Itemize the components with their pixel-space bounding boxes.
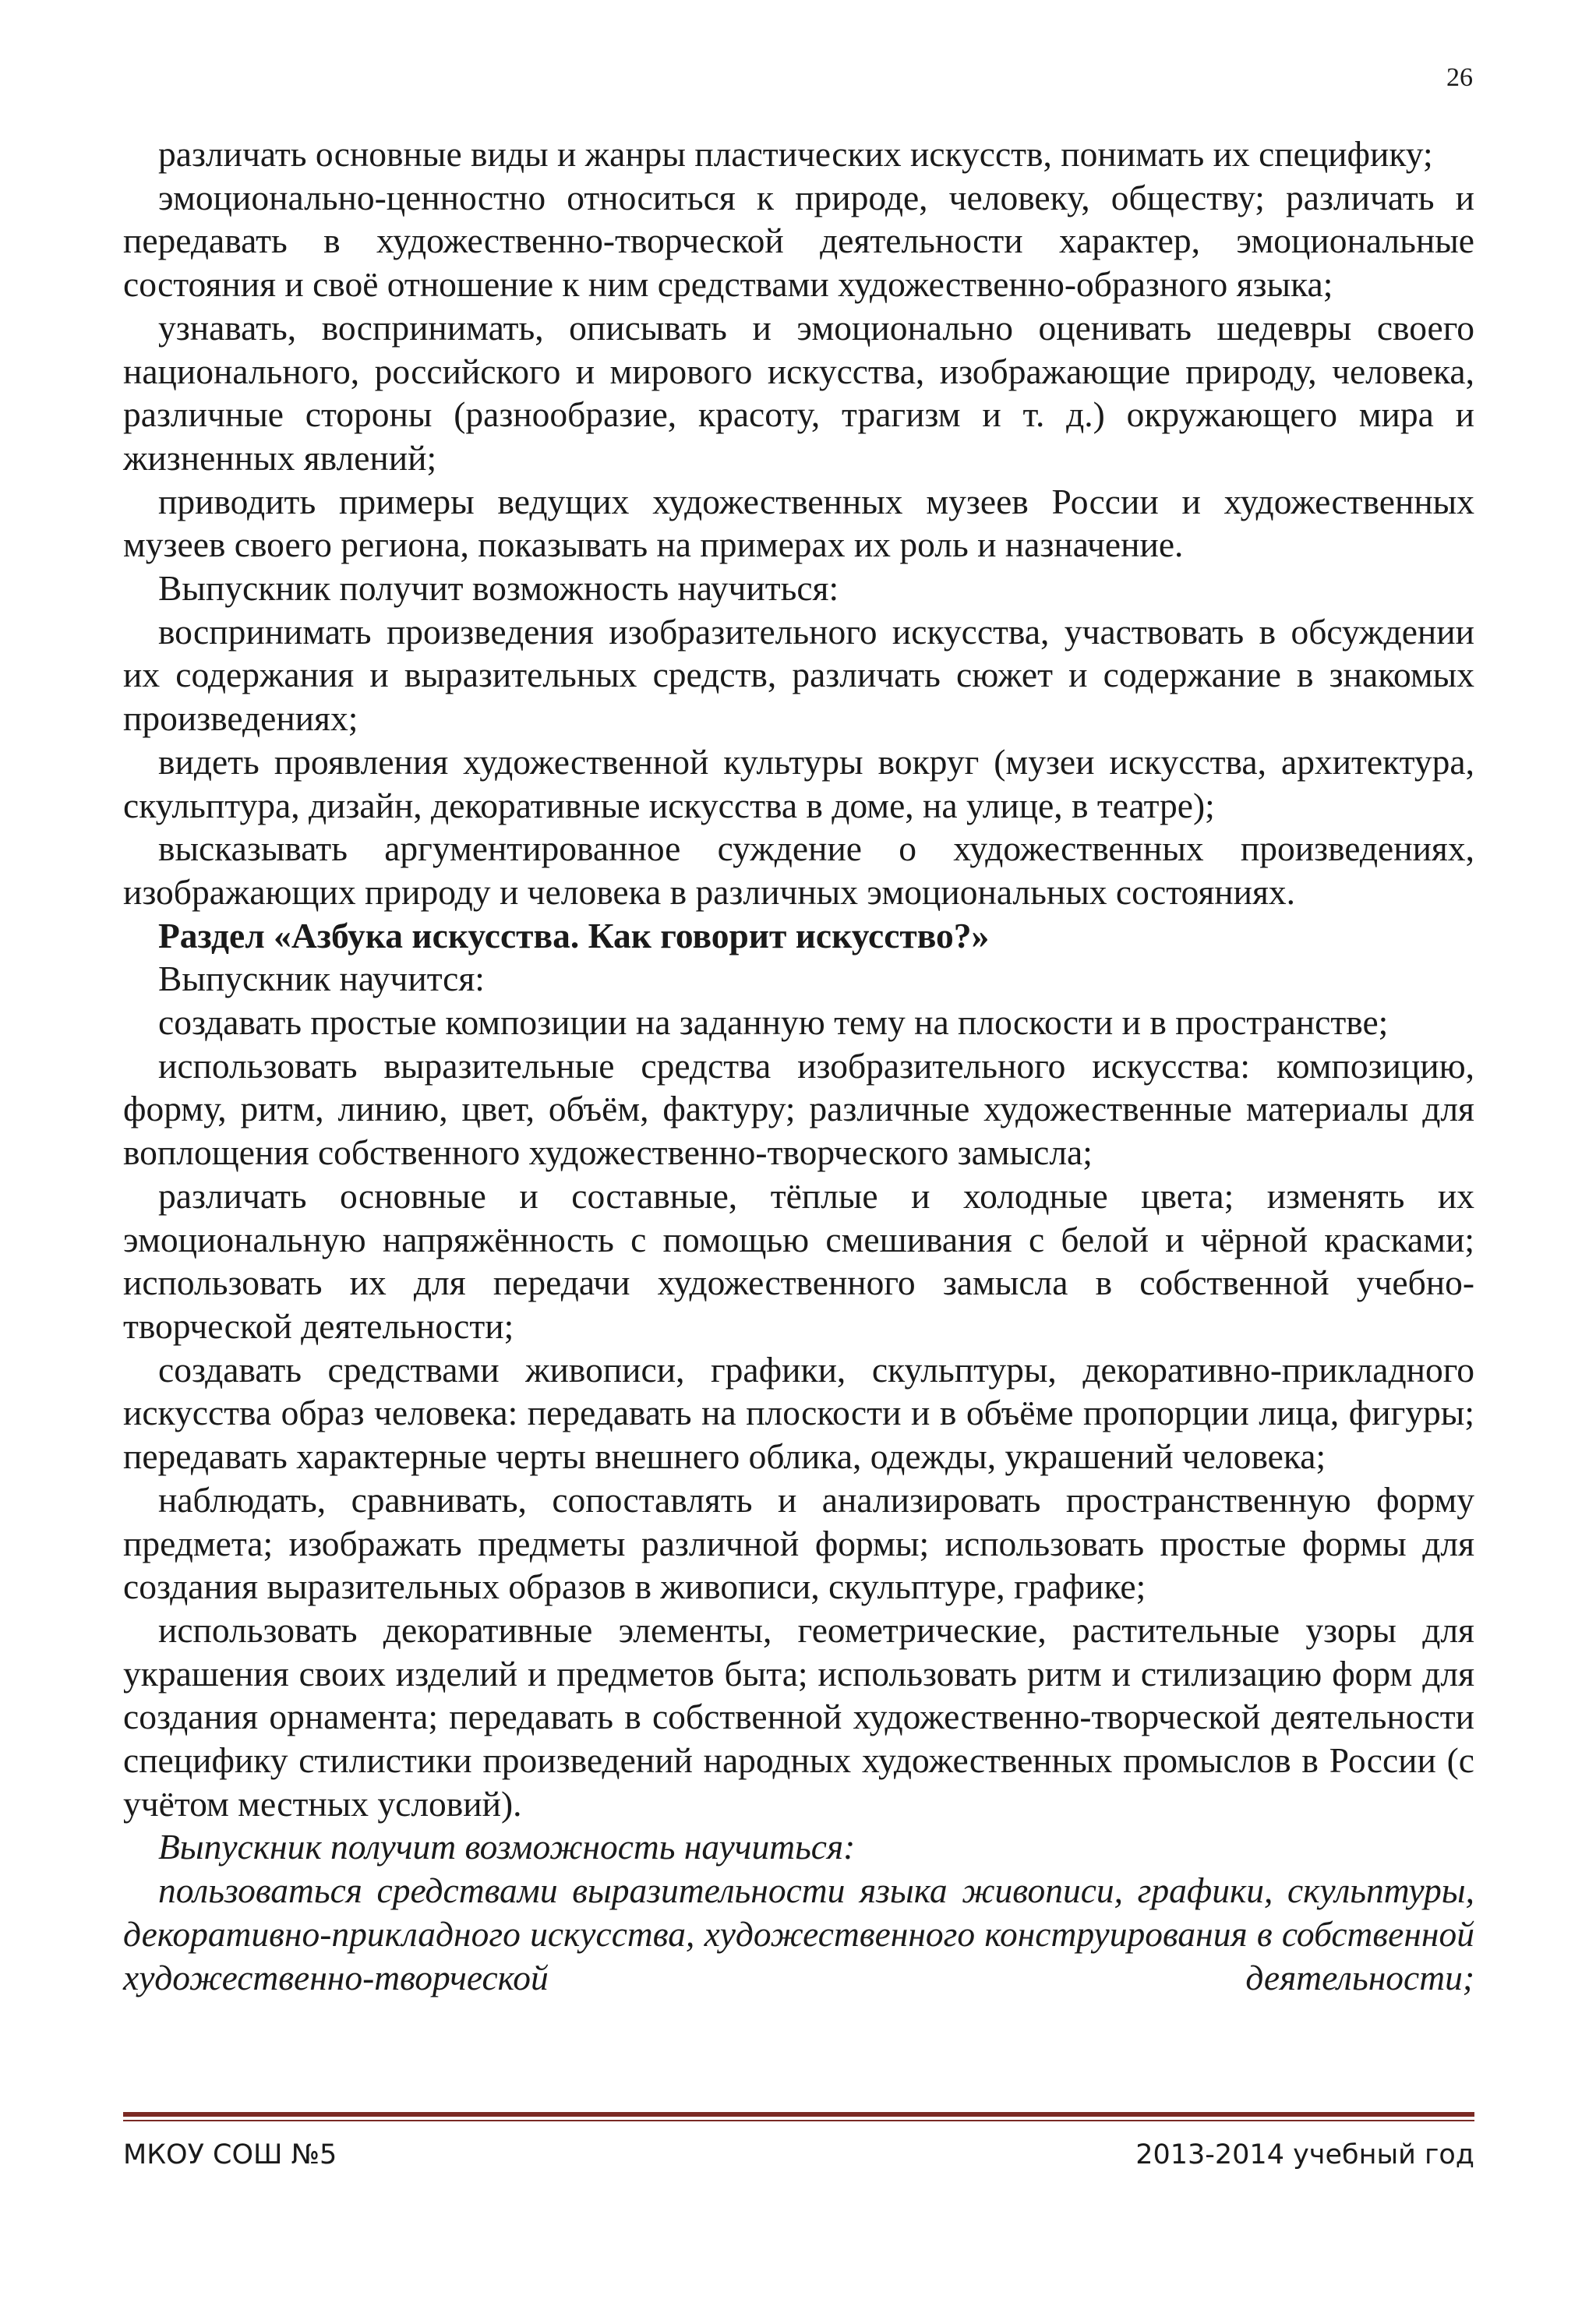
paragraph: различать основные виды и жанры пластических искусств, понимать их специфику;: [158, 134, 1433, 174]
document-body: [123, 132, 1474, 1999]
footer-school-name: МКОУ СОШ №5: [123, 2139, 337, 2170]
paragraph: видеть проявления художественной культуры вокруг (музеи искусства, архитектура, скульптура, дизайн, декоративные искусства в доме, на улице, в театре);: [123, 741, 1474, 825]
paragraph: Выпускник научится:: [158, 959, 485, 999]
paragraph: использовать выразительные средства изобразительного искусства: композицию, форму, ритм, линию, цвет, объём, фактуру; различные художественные материалы для воплощения собственного художественно-творческого замысла;: [123, 1045, 1474, 1173]
footer-school-year: 2013-2014 учебный год: [1135, 2139, 1474, 2170]
paragraph: наблюдать, сравнивать, сопоставлять и анализировать пространственную форму предмета; изображать предметы различной формы; использовать простые формы для создания выразительных образов в живописи, скульптуре, графике;: [123, 1479, 1474, 1607]
paragraph: эмоционально-ценностно относиться к природе, человеку, обществу; различать и передавать в художественно-творческой деятельности характер, эмоциональные состояния и своё отношение к ним средствами художественно-образного языка;: [123, 177, 1474, 305]
page-number: 26: [1446, 63, 1473, 92]
italic-paragraph: Выпускник получит возможность научиться:: [158, 1827, 856, 1867]
paragraph: Выпускник получит возможность научиться:: [158, 568, 839, 609]
footer-rule-thin: [123, 2120, 1474, 2121]
paragraph: различать основные и составные, тёплые и холодные цвета; изменять их эмоциональную напряжённость с помощью смешивания с белой и чёрной красками; использовать их для передачи художественного замысла в собственной учебно-творческой деятельности;: [123, 1175, 1474, 1346]
paragraph: создавать средствами живописи, графики, скульптуры, декоративно-прикладного искусства образ человека: передавать на плоскости и в объёме пропорции лица, фигуры; передавать характерные черты внешнего облика, одежды, украшений человека;: [123, 1349, 1474, 1477]
paragraph: использовать декоративные элементы, геометрические, растительные узоры для украшения своих изделий и предметов быта; использовать ритм и стилизацию форм для создания орнамента; передавать в собственной художественно-творческой деятельности специфику стилистики произведений народных художественных промыслов в России (с учётом местных условий).: [123, 1609, 1474, 1824]
footer-rule-thick: [123, 2112, 1474, 2117]
italic-paragraph: пользоваться средствами выразительности языка живописи, графики, скульптуры, декоративно-прикладного искусства, художественного конструирования в собственной художественно-творческой деятельности;: [123, 1870, 1474, 1997]
paragraph: узнавать, воспринимать, описывать и эмоционально оценивать шедевры своего национального, российского и мирового искусства, изображающие природу, человека, различные стороны (разнообразие, красоту, трагизм и т. д.) окружающего мира и жизненных явлений;: [123, 307, 1474, 478]
section-heading: Раздел «Азбука искусства. Как говорит искусство?»: [158, 915, 990, 955]
page-footer: [123, 2135, 1474, 2174]
paragraph: воспринимать произведения изобразительного искусства, участвовать в обсуждении их содержания и выразительных средств, различать сюжет и содержание в знакомых произведениях;: [123, 611, 1474, 739]
paragraph: высказывать аргументированное суждение о художественных произведениях, изображающих природу и человека в различных эмоциональных состояниях.: [123, 828, 1474, 912]
paragraph: приводить примеры ведущих художественных музеев России и художественных музеев своего региона, показывать на примерах их роль и назначение.: [123, 481, 1474, 565]
paragraph: создавать простые композиции на заданную тему на плоскости и в пространстве;: [158, 1002, 1389, 1043]
